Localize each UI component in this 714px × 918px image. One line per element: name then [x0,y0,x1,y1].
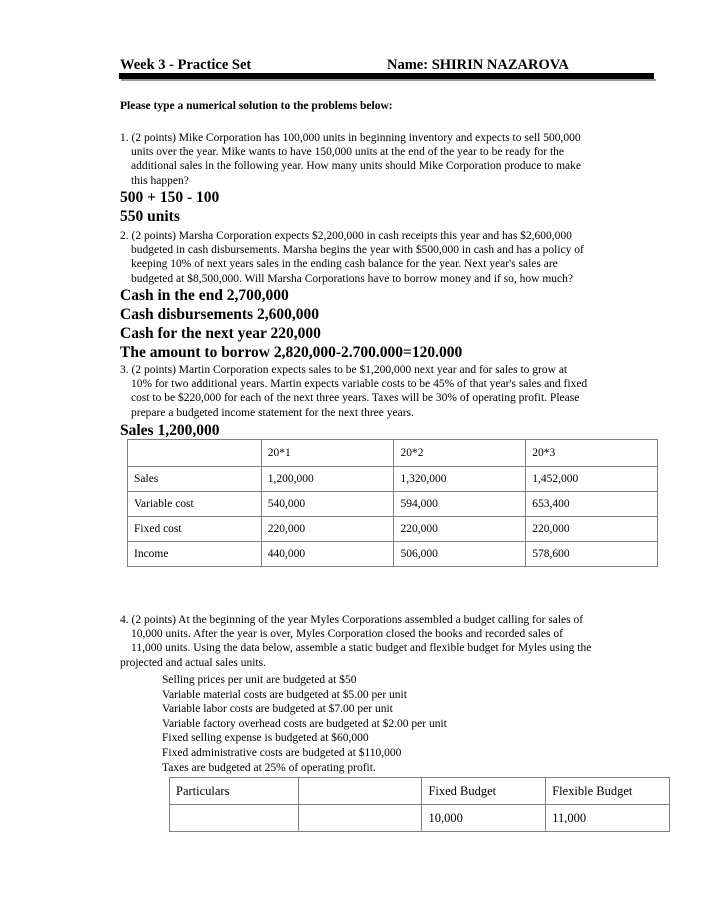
list-item: Selling prices per unit are budgeted at $50 [162,674,357,686]
document-title: Week 3 - Practice Set [120,57,252,73]
question-3-line: prepare a budgeted income statement for the next three years. [131,406,414,419]
budget-assumptions-list [162,673,447,775]
table-cell [298,805,422,832]
table-header-cell: 20*3 [526,440,658,467]
table-cell: Variable cost [128,492,262,517]
answer-2-line: Cash in the end 2,700,000 [120,287,289,304]
list-item: Variable labor costs are budgeted at $7.00 per unit [162,703,393,716]
table-header-cell: Flexible Budget [546,778,670,805]
answer-1-line: 500 + 150 - 100 [120,189,220,206]
table-cell: 440,000 [261,542,394,567]
table-cell: 10,000 [422,805,546,832]
table-cell: 1,452,000 [526,467,658,492]
question-1-line: additional sales in the following year. How many units should Mike Corporation produce to make [131,160,582,173]
table-cell: Income [128,542,262,567]
table-header-cell [128,440,262,467]
table-cell: 540,000 [261,492,394,517]
list-item: Variable factory overhead costs are budgeted at $2.00 per unit [162,717,447,730]
question-1 [120,131,655,188]
list-item: Taxes are budgeted at 25% of operating profit. [162,761,376,774]
question-4-line: 11,000 units. Using the data below, assemble a static budget and flexible budget for Myles using the [131,642,592,655]
table-cell: 594,000 [394,492,526,517]
question-4-line: 4. (2 points) At the beginning of the year Myles Corporations assembled a budget calling for sales of [120,614,584,626]
instructions: Please type a numerical solution to the problems below: [120,100,393,112]
answer-3: Sales 1,200,000 [120,422,220,439]
table-cell: 1,320,000 [394,467,526,492]
table-cell: 653,400 [526,492,658,517]
budget-table [169,777,670,832]
header-rule-shadow [121,79,656,81]
student-name: Name: SHIRIN NAZAROVA [387,57,569,73]
question-4-line: 10,000 units. After the year is over, Myles Corporation closed the books and recorded sales of [131,628,563,641]
table-header-row [128,440,658,467]
list-item: Variable material costs are budgeted at $5.00 per unit [162,688,407,701]
answer-2-line: Cash disbursements 2,600,000 [120,306,319,323]
answer-2-line: The amount to borrow 2,820,000-2.700.000=120.000 [120,344,463,361]
question-2-line: keeping 10% of next years sales in the ending cash balance for the year. Next year's sales are [131,258,558,271]
table-header-cell: Fixed Budget [422,778,546,805]
question-1-line: this happen? [131,174,189,187]
list-item: Fixed administrative costs are budgeted at $110,000 [162,746,402,759]
question-1-line: units over the year. Mike wants to have 150,000 units at the end of the year to be ready for the [131,146,565,159]
question-3 [120,363,655,420]
income-statement-table [127,439,658,567]
list-item: Fixed selling expense is budgeted at $60,000 [162,732,369,745]
table-cell: 506,000 [394,542,526,567]
answer-2-line: Cash for the next year 220,000 [120,325,321,342]
answer-1-line: 550 units [120,208,180,225]
table-header-cell: 20*2 [394,440,526,467]
table-row [128,517,658,542]
table-header-cell: Particulars [170,778,299,805]
table-cell: Sales [128,467,262,492]
table-header-cell [298,778,422,805]
table-cell: 220,000 [394,517,526,542]
table-cell: 578,600 [526,542,658,567]
question-4-line: projected and actual sales units. [120,656,266,669]
question-3-line: 10% for two additional years. Martin expects variable costs to be 45% of that year's sales and fixed [131,378,588,391]
table-cell: 220,000 [261,517,394,542]
question-2-line: 2. (2 points) Marsha Corporation expects $2,200,000 in cash receipts this year and has $2,600,000 [120,230,572,242]
table-row [128,492,658,517]
table-cell: 1,200,000 [261,467,394,492]
question-1-line: 1. (2 points) Mike Corporation has 100,000 units in beginning inventory and expects to sell 500,000 [120,132,581,144]
table-cell: 220,000 [526,517,658,542]
table-header-cell: 20*1 [261,440,394,467]
question-4 [120,613,655,670]
question-3-line: cost to be $220,000 for each of the next three years. Taxes will be 30% of operating profit. Please [131,392,580,405]
question-3-line: 3. (2 points) Martin Corporation expects sales to be $1,200,000 next year and for sales to grow at [120,364,568,376]
question-2 [120,229,655,286]
table-cell: Fixed cost [128,517,262,542]
table-header-row [170,778,670,805]
question-2-line: budgeted in cash disbursements. Marsha begins the year with $500,000 in cash and has a policy of [131,244,584,257]
question-2-line: budgeted at $8,500,000. Will Marsha Corporations have to borrow money and if so, how much? [131,272,573,285]
table-cell: 11,000 [546,805,670,832]
table-cell [170,805,299,832]
table-row [128,542,658,567]
table-row [128,467,658,492]
table-row [170,805,670,832]
